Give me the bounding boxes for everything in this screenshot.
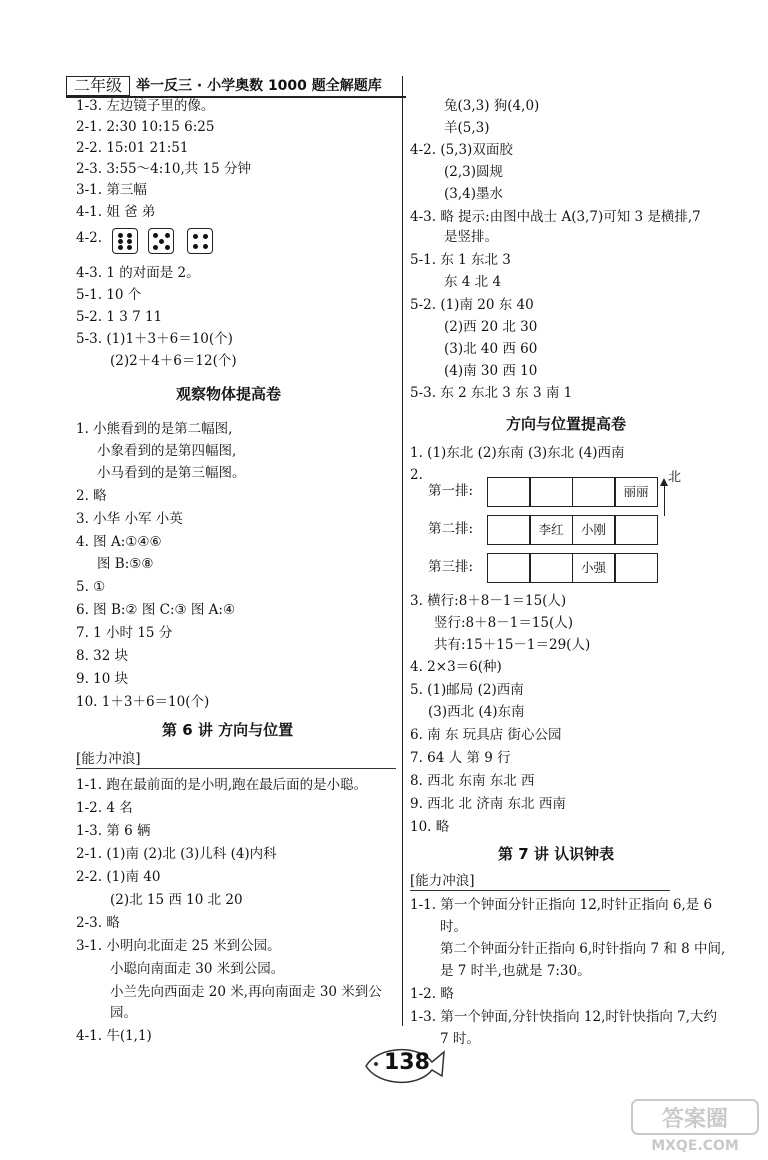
seat-cell: 小强	[572, 553, 616, 583]
answer-line: 竖行:8＋8－1＝15(人)	[434, 615, 574, 631]
bracket-underline	[410, 890, 670, 891]
seat-cell: 李红	[529, 515, 573, 545]
answer-line: 5-3. 东 2 东北 3 东 3 南 1	[410, 385, 573, 401]
seat-cell: 小刚	[572, 515, 616, 545]
section-title: 第 6 讲 方向与位置	[162, 721, 294, 739]
answer-line: 3-1. 小明向北面走 25 米到公园。	[76, 938, 281, 954]
seating-row-2	[488, 515, 658, 545]
seating-row-1	[488, 477, 658, 507]
answer-line: 小聪向南面走 30 米到公园。	[110, 961, 285, 977]
dice-five-icon	[148, 228, 174, 254]
page-number: 138	[384, 1050, 430, 1075]
answer-line: 5-1. 10 个	[76, 287, 142, 303]
row-label: 第三排:	[428, 559, 474, 575]
svg-text:MXQE.COM: MXQE.COM	[651, 1138, 739, 1154]
section-title: 第 7 讲 认识钟表	[498, 845, 615, 863]
answer-line: 3-1. 第三幅	[76, 182, 147, 198]
answer-line: 东 4 北 4	[444, 274, 502, 290]
answer-line: 4-1. 牛(1,1)	[76, 1028, 152, 1044]
answer-line: 小兰先向西面走 20 米,再向南面走 30 米到公	[110, 984, 382, 1000]
answer-line: 1-1. 第一个钟面分针正指向 12,时针正指向 6,是 6	[410, 897, 713, 913]
answer-line: (2)西 20 北 30	[444, 319, 538, 335]
answer-line: 7. 64 人 第 9 行	[410, 750, 511, 766]
answer-line: 5-3. (1)1＋3＋6＝10(个)	[76, 331, 233, 347]
seating-row-3	[488, 553, 658, 583]
answer-line: (3,4)墨水	[444, 186, 504, 202]
north-label: 北	[668, 470, 682, 485]
answer-line: 2. 略	[76, 488, 107, 504]
answer-line: 4-1. 姐 爸 弟	[76, 204, 156, 220]
answer-line: 1-2. 略	[410, 986, 454, 1002]
answer-line: 1. 小熊看到的是第二幅图,	[76, 421, 233, 437]
watermark-logo	[630, 1098, 760, 1154]
answer-line: 5-2. (1)南 20 东 40	[410, 297, 534, 313]
answer-line: 2-2. 15:01 21:51	[76, 140, 189, 156]
seat-cell	[614, 515, 658, 545]
answer-line: 10. 1＋3＋6＝10(个)	[76, 694, 210, 710]
answer-line: 7 时。	[440, 1031, 480, 1047]
answer-line: 3. 横行:8＋8－1＝15(人)	[410, 593, 567, 609]
answer-line: (4)南 30 西 10	[444, 363, 538, 379]
seat-cell: 丽丽	[614, 477, 658, 507]
answer-line: 3. 小华 小军 小英	[76, 511, 183, 527]
answer-line: (3)北 40 西 60	[444, 341, 538, 357]
answer-line: 图 B:⑤⑧	[97, 556, 154, 572]
answer-line: (2,3)圆规	[444, 164, 504, 180]
answer-line: 1. (1)东北 (2)东南 (3)东北 (4)西南	[410, 445, 625, 461]
answer-line: 8. 32 块	[76, 648, 129, 664]
dice-six-icon	[112, 228, 138, 254]
row-label: 第一排:	[428, 483, 474, 499]
seat-cell	[529, 477, 573, 507]
page-header	[66, 76, 414, 96]
section-bracket-label: [能力冲浪]	[410, 873, 475, 889]
answer-line: 小象看到的是第四幅图,	[97, 443, 237, 459]
answer-line: 7. 1 小时 15 分	[76, 625, 173, 641]
answer-line: (2)2＋4＋6＝12(个)	[110, 353, 237, 369]
answer-line: 园。	[110, 1005, 137, 1021]
answer-line: 2-3. 略	[76, 915, 120, 931]
answer-line: 是竖排。	[444, 229, 498, 245]
answer-line: 共有:15＋15－1＝29(人)	[434, 637, 591, 653]
section-bracket-label: [能力冲浪]	[76, 751, 141, 767]
bracket-underline	[76, 768, 396, 769]
answer-line: 4-2. (5,3)双面胶	[410, 142, 513, 158]
answer-line: 6. 图 B:② 图 C:③ 图 A:④	[76, 602, 236, 618]
answer-line: 5. (1)邮局 (2)西南	[410, 682, 524, 698]
answer-line: 第二个钟面分针正指向 6,时针指向 7 和 8 中间,	[440, 941, 726, 957]
answer-line: 5-1. 东 1 东北 3	[410, 252, 511, 268]
answer-line: 6. 南 东 玩具店 街心公园	[410, 727, 562, 743]
north-arrow-shaft	[664, 480, 665, 516]
seat-cell	[487, 477, 531, 507]
answer-line: 10. 略	[410, 819, 450, 835]
answer-line: 4-3. 略 提示:由图中战士 A(3,7)可知 3 是横排,7	[410, 209, 701, 225]
answer-line: 兔(3,3) 狗(4,0)	[444, 98, 540, 114]
answer-line: 小马看到的是第三幅图。	[97, 465, 246, 481]
answer-line: 1-3. 第一个钟面,分针快指向 12,时针快指向 7,大约	[410, 1009, 718, 1025]
seat-cell	[529, 553, 573, 583]
answer-line: 2-1. (1)南 (2)北 (3)儿科 (4)内科	[76, 846, 277, 862]
grade-label: 二年级	[66, 76, 130, 96]
seat-cell	[487, 553, 531, 583]
answer-line: 4-3. 1 的对面是 2。	[76, 265, 200, 281]
answer-line: 9. 西北 北 济南 东北 西南	[410, 796, 566, 812]
answer-line: 4-2.	[76, 230, 103, 246]
svg-text:答案圈: 答案圈	[661, 1107, 729, 1132]
seat-cell	[572, 477, 616, 507]
answer-line: (3)西北 (4)东南	[428, 704, 525, 720]
answer-line: 5. ①	[76, 579, 106, 595]
answer-line: 2-3. 3:55～4:10,共 15 分钟	[76, 161, 252, 177]
section-title: 观察物体提高卷	[176, 385, 282, 403]
dice-four-icon	[187, 228, 213, 254]
answer-line: (2)北 15 西 10 北 20	[110, 892, 243, 908]
answer-line: 1-3. 左边镜子里的像。	[76, 98, 215, 114]
seat-cell	[487, 515, 531, 545]
answer-line: 1-1. 跑在最前面的是小明,跑在最后面的是小聪。	[76, 777, 368, 793]
answer-line: 羊(5,3)	[444, 120, 490, 136]
answer-line: 2-2. (1)南 40	[76, 869, 161, 885]
answer-line: 1-3. 第 6 辆	[76, 823, 151, 839]
answer-line: 9. 10 块	[76, 671, 129, 687]
answer-line: 时。	[440, 919, 467, 935]
row-label: 第二排:	[428, 521, 474, 537]
answer-line: 1-2. 4 名	[76, 800, 133, 816]
answer-line: 4. 图 A:①④⑥	[76, 534, 162, 550]
answer-line: 5-2. 1 3 7 11	[76, 309, 163, 325]
answer-line: 8. 西北 东南 东北 西	[410, 773, 535, 789]
column-divider	[402, 76, 403, 1026]
answer-line: 2.	[410, 467, 423, 483]
seat-cell	[614, 553, 658, 583]
section-title: 方向与位置提高卷	[506, 415, 627, 433]
answer-line: 是 7 时半,也就是 7:30。	[440, 963, 591, 979]
book-series-title: 举一反三 · 小学奥数 1000 题全解题库	[136, 78, 382, 94]
answer-line: 2-1. 2:30 10:15 6:25	[76, 119, 215, 135]
answer-line: 4. 2×3＝6(种)	[410, 659, 502, 675]
